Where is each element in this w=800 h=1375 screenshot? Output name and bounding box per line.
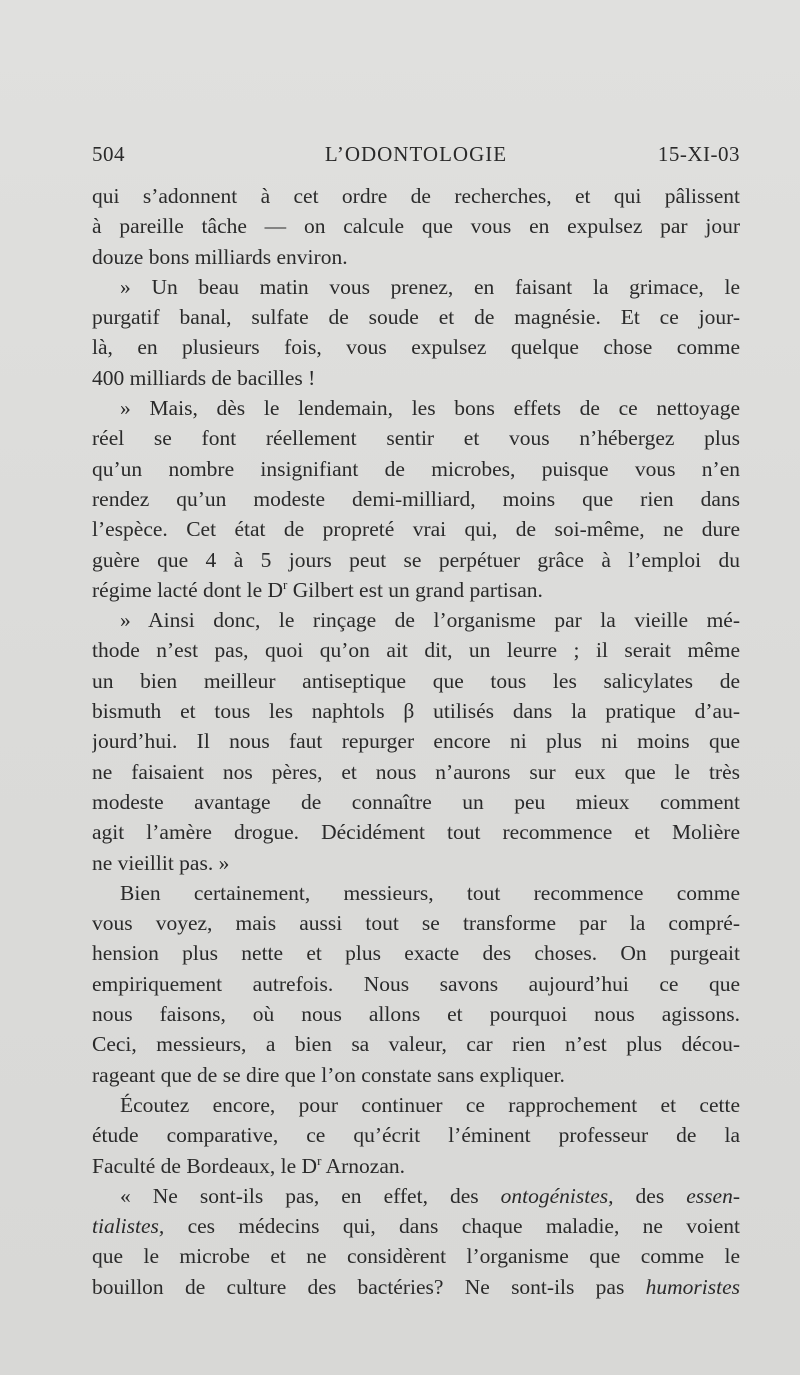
text-line: vous voyez, mais aussi tout se transforme par la compré- [92,911,740,936]
text-fragment: « Ne sont-ils pas, en effet, des [120,1183,501,1208]
superscript: r [283,576,288,592]
text-line: Écoutez encore, pour continuer ce rapprochement et cette [120,1092,740,1117]
superscript: r [317,1152,322,1168]
text-line: hension plus nette et plus exacte des choses. On purgeait [92,941,740,966]
running-title: L’ODONTOLOGIE [324,142,508,166]
text-fragment: Arnozan. [321,1153,406,1178]
text-fragment: bouillon de culture des bactéries? Ne sont-ils pas [92,1274,646,1299]
text-line: qu’un nombre insignifiant de microbes, puisque vous n’en [92,456,740,481]
page-number: 504 [92,142,125,166]
text-line: ne vieillit pas. » [92,850,230,875]
text-line: qui s’adonnent à cet ordre de recherches, et qui pâlissent [92,184,740,208]
text-line: Bien certainement, messieurs, tout recommence comme [120,880,740,905]
page-header [92,142,740,176]
text-fragment: ces médecins qui, dans chaque maladie, ne voient [164,1214,740,1239]
text-line [92,1151,740,1181]
text-line: 400 milliards de bacilles ! [92,365,316,390]
text-fragment: des [613,1183,687,1208]
text-line: jourd’hui. Il nous faut repurger encore ni plus ni moins que [92,729,740,754]
issue-date: 15-XI-03 [657,142,740,166]
text-line: thode n’est pas, quoi qu’on ait dit, un leurre ; il serait même [92,638,740,663]
italic-term: ontogénistes, [500,1183,614,1208]
text-line: à pareille tâche — on calcule que vous en expulsez par jour [92,214,740,239]
text-line: l’espèce. Cet état de propreté vrai qui, de soi-même, ne dure [92,517,740,542]
text-fragment: Gilbert est un grand partisan. [287,577,543,602]
text-line: » Mais, dès le lendemain, les bons effets de ce nettoyage [120,396,740,421]
text-line: modeste avantage de connaître un peu mieux comment [92,789,740,814]
text-line [92,1272,740,1302]
italic-term: essen- [686,1183,740,1208]
text-line: purgatif banal, sulfate de soude et de magnésie. Et ce jour- [92,305,740,330]
text-line: » Un beau matin vous prenez, en faisant la grimace, le [120,274,740,299]
text-line: agit l’amère drogue. Décidément tout recommence et Molière [92,820,740,845]
text-fragment: Faculté de Bordeaux, le D [92,1153,318,1178]
text-line: empiriquement autrefois. Nous savons aujourd’hui ce que [92,971,740,996]
text-line [92,575,740,605]
text-line: ne faisaient nos pères, et nous n’aurons sur eux que le très [92,759,740,784]
text-line [92,1181,740,1211]
text-line: réel se font réellement sentir et vous n’hébergez plus [92,426,740,451]
text-line: là, en plusieurs fois, vous expulsez quelque chose comme [92,335,740,360]
italic-term: tialistes, [92,1214,165,1239]
text-line: rendez qu’un modeste demi-milliard, moins que rien dans [92,486,740,511]
text-line: douze bons milliards environ. [92,244,348,269]
text-line: » Ainsi donc, le rinçage de l’organisme par la vieille mé- [120,608,740,633]
text-line: que le microbe et ne considèrent l’organisme que comme le [92,1244,740,1269]
text-line: bismuth et tous les naphtols β utilisés dans la pratique d’au- [92,699,740,724]
text-fragment: régime lacté dont le D [92,577,284,602]
text-line [92,1211,740,1241]
body-text [92,181,740,1302]
italic-term: humoristes [645,1274,740,1299]
text-line: guère que 4 à 5 jours peut se perpétuer grâce à l’emploi du [92,547,740,572]
text-line: un bien meilleur antiseptique que tous les salicylates de [92,668,740,693]
text-line: étude comparative, ce qu’écrit l’éminent professeur de la [92,1123,740,1148]
text-line: nous faisons, où nous allons et pourquoi nous agissons. [92,1002,740,1027]
text-line: Ceci, messieurs, a bien sa valeur, car rien n’est plus décou- [92,1032,740,1057]
text-line: rageant que de se dire que l’on constate sans expliquer. [92,1062,565,1087]
